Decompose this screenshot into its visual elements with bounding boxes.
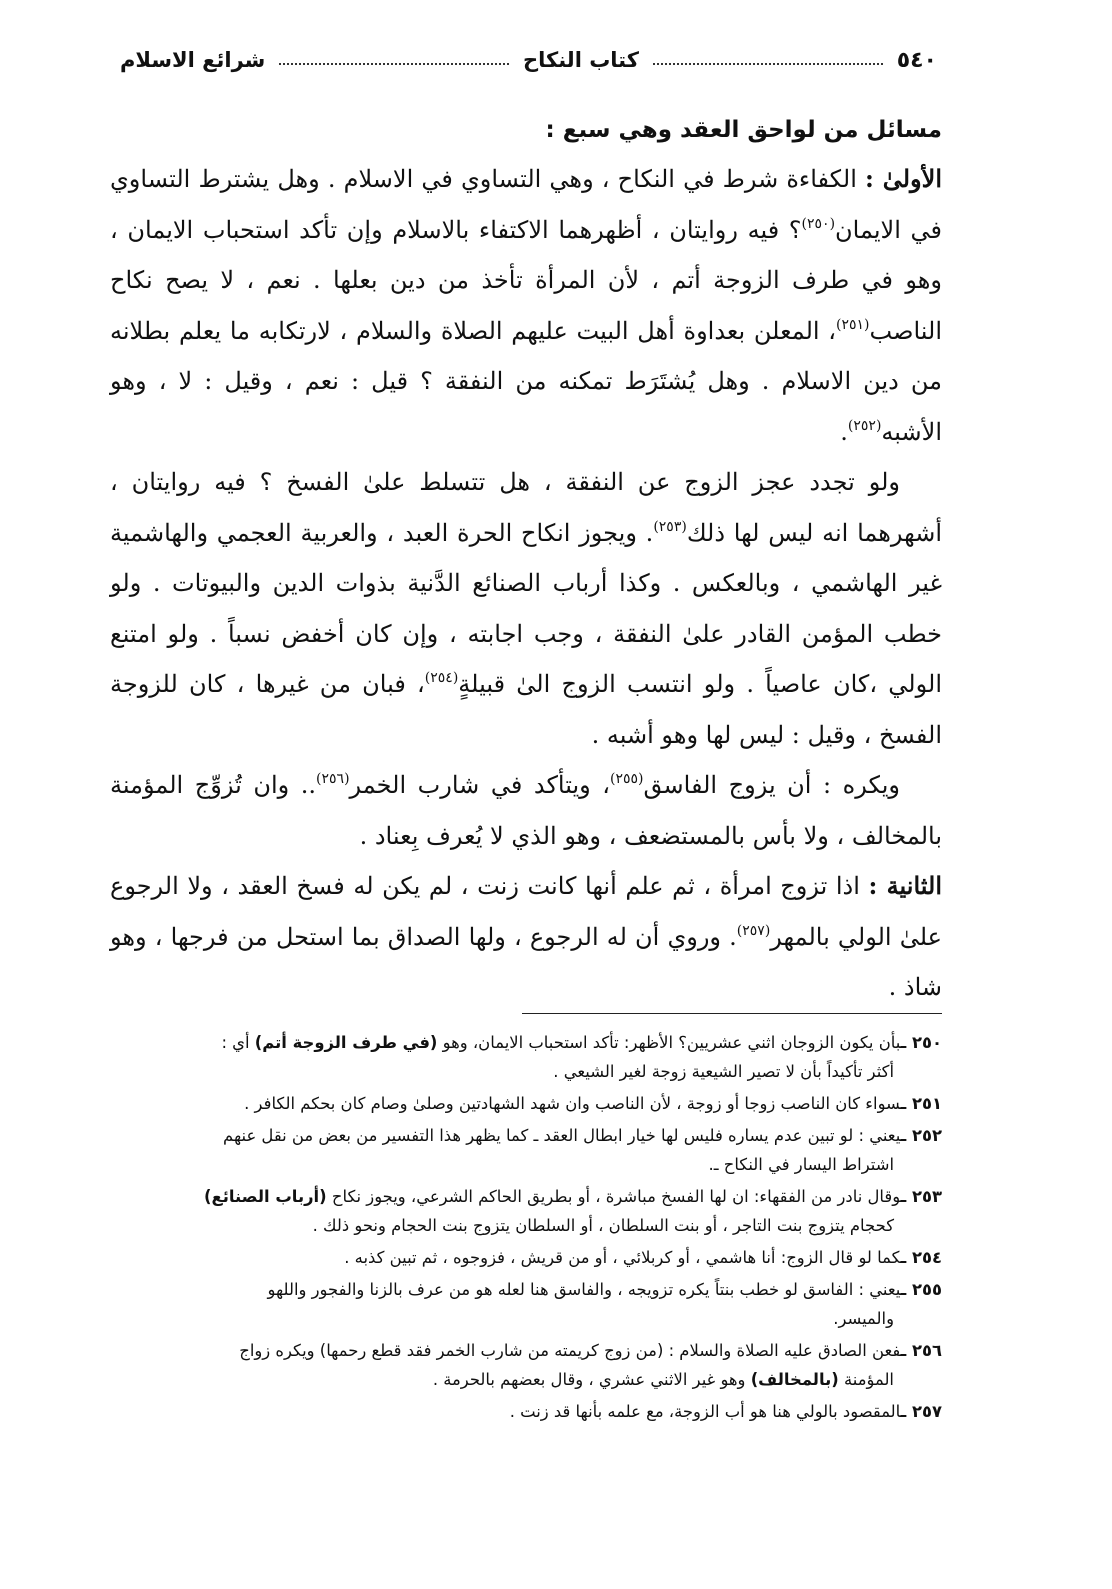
footnote-text: وهو غير الاثني عشري ، وقال بعضهم بالحرمة .	[432, 1370, 746, 1389]
footnote-number: ٢٥٤ ـ	[900, 1248, 942, 1267]
footnote-256	[110, 1336, 942, 1394]
footnote-number: ٢٥٧ ـ	[900, 1402, 942, 1421]
footnote-quote: (في طرف الزوجة أتم)	[254, 1033, 438, 1052]
paragraph-text: ولو تجدد عجز الزوج عن النفقة ، هل تتسلط علىٰ الفسخ ؟ فيه روايتان ، أشهرهما انه ليس لها ذلك	[110, 468, 942, 547]
footnote-ref[interactable]: (٢٥٢)	[847, 417, 882, 434]
main-text	[110, 110, 942, 1013]
footnote-number: ٢٥١ ـ	[900, 1094, 942, 1113]
paragraph-text: . ويجوز انكاح الحرة العبد ، والعربية العجمي والهاشمية غير الهاشمي ، وبالعكس . وكذا أرباب الصنائع الدَّنية بذوات الدين والبيوتات . ولو خطب المؤمن القادر علىٰ النفقة ، وجب اجابته ، وإن كان أخفض نسباً . ولو امتنع الولي ،كان عاصياً . ولو انتسب الزوج الىٰ قبيلةٍ	[110, 518, 942, 698]
footnote-255	[110, 1275, 942, 1333]
footnote-continuation: اشتراط اليسار في النكاح ـ.	[708, 1155, 894, 1174]
footnote-257	[110, 1397, 942, 1426]
chapter-title: كتاب النكاح	[523, 48, 639, 72]
paragraph-text: .	[840, 417, 848, 446]
paragraph-text: ، ويتأكد في شارب الخمر	[349, 771, 611, 799]
footnote-continuation: أكثر تأكيداً بأن لا تصير الشيعية زوجة لغير الشيعي .	[553, 1062, 894, 1081]
footnote-250	[110, 1028, 942, 1086]
footnote-ref[interactable]: (٢٥٣)	[653, 518, 687, 535]
paragraph-nafaqa	[110, 457, 942, 760]
paragraph-text: . وروي أن له الرجوع ، ولها الصداق بما استحل من فرجها ، وهو شاذ .	[110, 922, 942, 1001]
footnote-quote: (بالمخالف)	[750, 1370, 839, 1389]
footnote-number: ٢٥٦ ـ	[900, 1341, 942, 1360]
footnote-253	[110, 1182, 942, 1240]
footnote-continuation	[110, 1365, 942, 1394]
footnote-continuation: والميسر.	[833, 1309, 894, 1328]
footnote-quote: (أرباب الصنائع)	[204, 1187, 327, 1206]
running-header	[120, 40, 937, 80]
footnote-separator	[522, 1013, 942, 1014]
header-leader-dots	[279, 63, 509, 65]
footnote-ref[interactable]: (٢٥٥)	[610, 771, 644, 787]
footnote-text: سواء كان الناصب زوجا أو زوجة ، لأن الناصب وان شهد الشهادتين وصلىٰ وصام كان بحكم الكافر .	[244, 1094, 901, 1113]
footnote-text: وقال نادر من الفقهاء: ان لها الفسخ مباشرة ، أو بطريق الحاكم الشرعي، ويجوز نكاح	[331, 1187, 901, 1206]
footnote-text: أي :	[221, 1033, 250, 1052]
footnote-continuation: كحجام يتزوج بنت التاجر ، أو بنت السلطان ، أو السلطان يتزوج بنت الحجام ونحو ذلك .	[312, 1216, 894, 1235]
issue-label: الثانية :	[868, 871, 942, 900]
paragraph-text: .. وان تُزوِّج المؤمنة بالمخالف ، ولا بأس بالمستضعف ، وهو الذي لا يُعرف بِعناد .	[110, 771, 942, 850]
footnote-number: ٢٥٥ ـ	[900, 1280, 942, 1299]
section-title: مسائل من لواحق العقد وهي سبع :	[545, 117, 942, 143]
page-number: ٥٤٠	[896, 47, 937, 73]
footnote-number: ٢٥٠ ـ	[900, 1033, 942, 1052]
footnote-252	[110, 1121, 942, 1179]
footnote-ref[interactable]: (٢٥١)	[836, 316, 870, 333]
paragraph-text: ، المعلن بعداوة أهل البيت عليهم الصلاة والسلام ، لارتكابه ما يعلم بطلانه من دين الاسلام . وهل يُشتَرَط تمكنه من النفقة ؟ قيل : نعم ، وقيل : لا ، وهو الأشبه	[110, 316, 942, 446]
paragraph-text: ، فبان من غيرها ، كان للزوجة الفسخ ، وقيل : ليس لها وهو أشبه .	[110, 670, 942, 749]
footnote-ref[interactable]: (٢٥٤)	[424, 670, 459, 686]
footnote-text: المؤمنة	[843, 1370, 894, 1389]
header-leader-dots	[653, 63, 883, 65]
paragraph-text: ويكره : أن يزوج الفاسق	[643, 771, 901, 799]
footnote-text: فعن الصادق عليه الصلاة والسلام :	[668, 1341, 901, 1360]
paragraph-text: اذا تزوج امرأة ، ثم علم أنها كانت زنت ، لم يكن له فسخ العقد ، ولا الرجوع علىٰ الولي بالمهر	[110, 872, 942, 951]
footnote-251	[110, 1089, 942, 1118]
footnote-text: يعني : لو تبين عدم يساره فليس لها خيار ابطال العقد ـ كما يظهر هذا التفسير من بعض من نقل عنهم	[223, 1126, 901, 1145]
footnote-quote: (من زوج كريمته من شارب الخمر فقد قطع رحمها)	[319, 1341, 664, 1360]
paragraph-second-issue	[110, 861, 942, 1013]
footnote-text: المقصود بالولي هنا هو أب الزوجة، مع علمه بأنها قد زنت .	[509, 1402, 901, 1421]
footnote-254	[110, 1243, 942, 1272]
paragraph-first-issue	[110, 154, 942, 457]
footnote-ref[interactable]: (٢٥٦)	[316, 771, 350, 787]
footnote-text: ويكره زواج	[239, 1341, 315, 1360]
paragraph-makruh	[110, 760, 942, 861]
issue-label: الأولىٰ :	[865, 164, 942, 193]
footnote-text: كما لو قال الزوج: أنا هاشمي ، أو كربلائي ، أو من قريش ، فزوجوه ، ثم تبين كذبه .	[344, 1248, 901, 1267]
footnote-text: يعني : الفاسق لو خطب بنتاً يكره تزويجه ، والفاسق هنا لعله هو من عرف بالزنا والفجور واللهو	[267, 1280, 901, 1299]
footnote-ref[interactable]: (٢٥٠)	[801, 215, 836, 232]
footnote-text: بأن يكون الزوجان اثني عشريين؟ الأظهر: تأكد استحباب الايمان، وهو	[442, 1033, 901, 1052]
footnotes	[110, 1028, 942, 1429]
footnote-number: ٢٥٢ ـ	[900, 1126, 942, 1145]
footnote-number: ٢٥٣ ـ	[900, 1187, 942, 1206]
book-title: شرائع الاسلام	[120, 48, 266, 72]
paragraph-text: الكفاءة شرط في النكاح ، وهي التساوي في الاسلام . وهل يشترط التساوي في الايمان	[110, 165, 943, 244]
paragraph-text: ؟ فيه روايتان ، أظهرهما الاكتفاء بالاسلام وإن تأكد استحباب الايمان ، وهو في طرف الزوجة أتم ، لأن المرأة تأخذ من دين بعلها . نعم ، لا يصح نكاح الناصب	[110, 215, 942, 345]
footnote-ref[interactable]: (٢٥٧)	[736, 922, 771, 939]
